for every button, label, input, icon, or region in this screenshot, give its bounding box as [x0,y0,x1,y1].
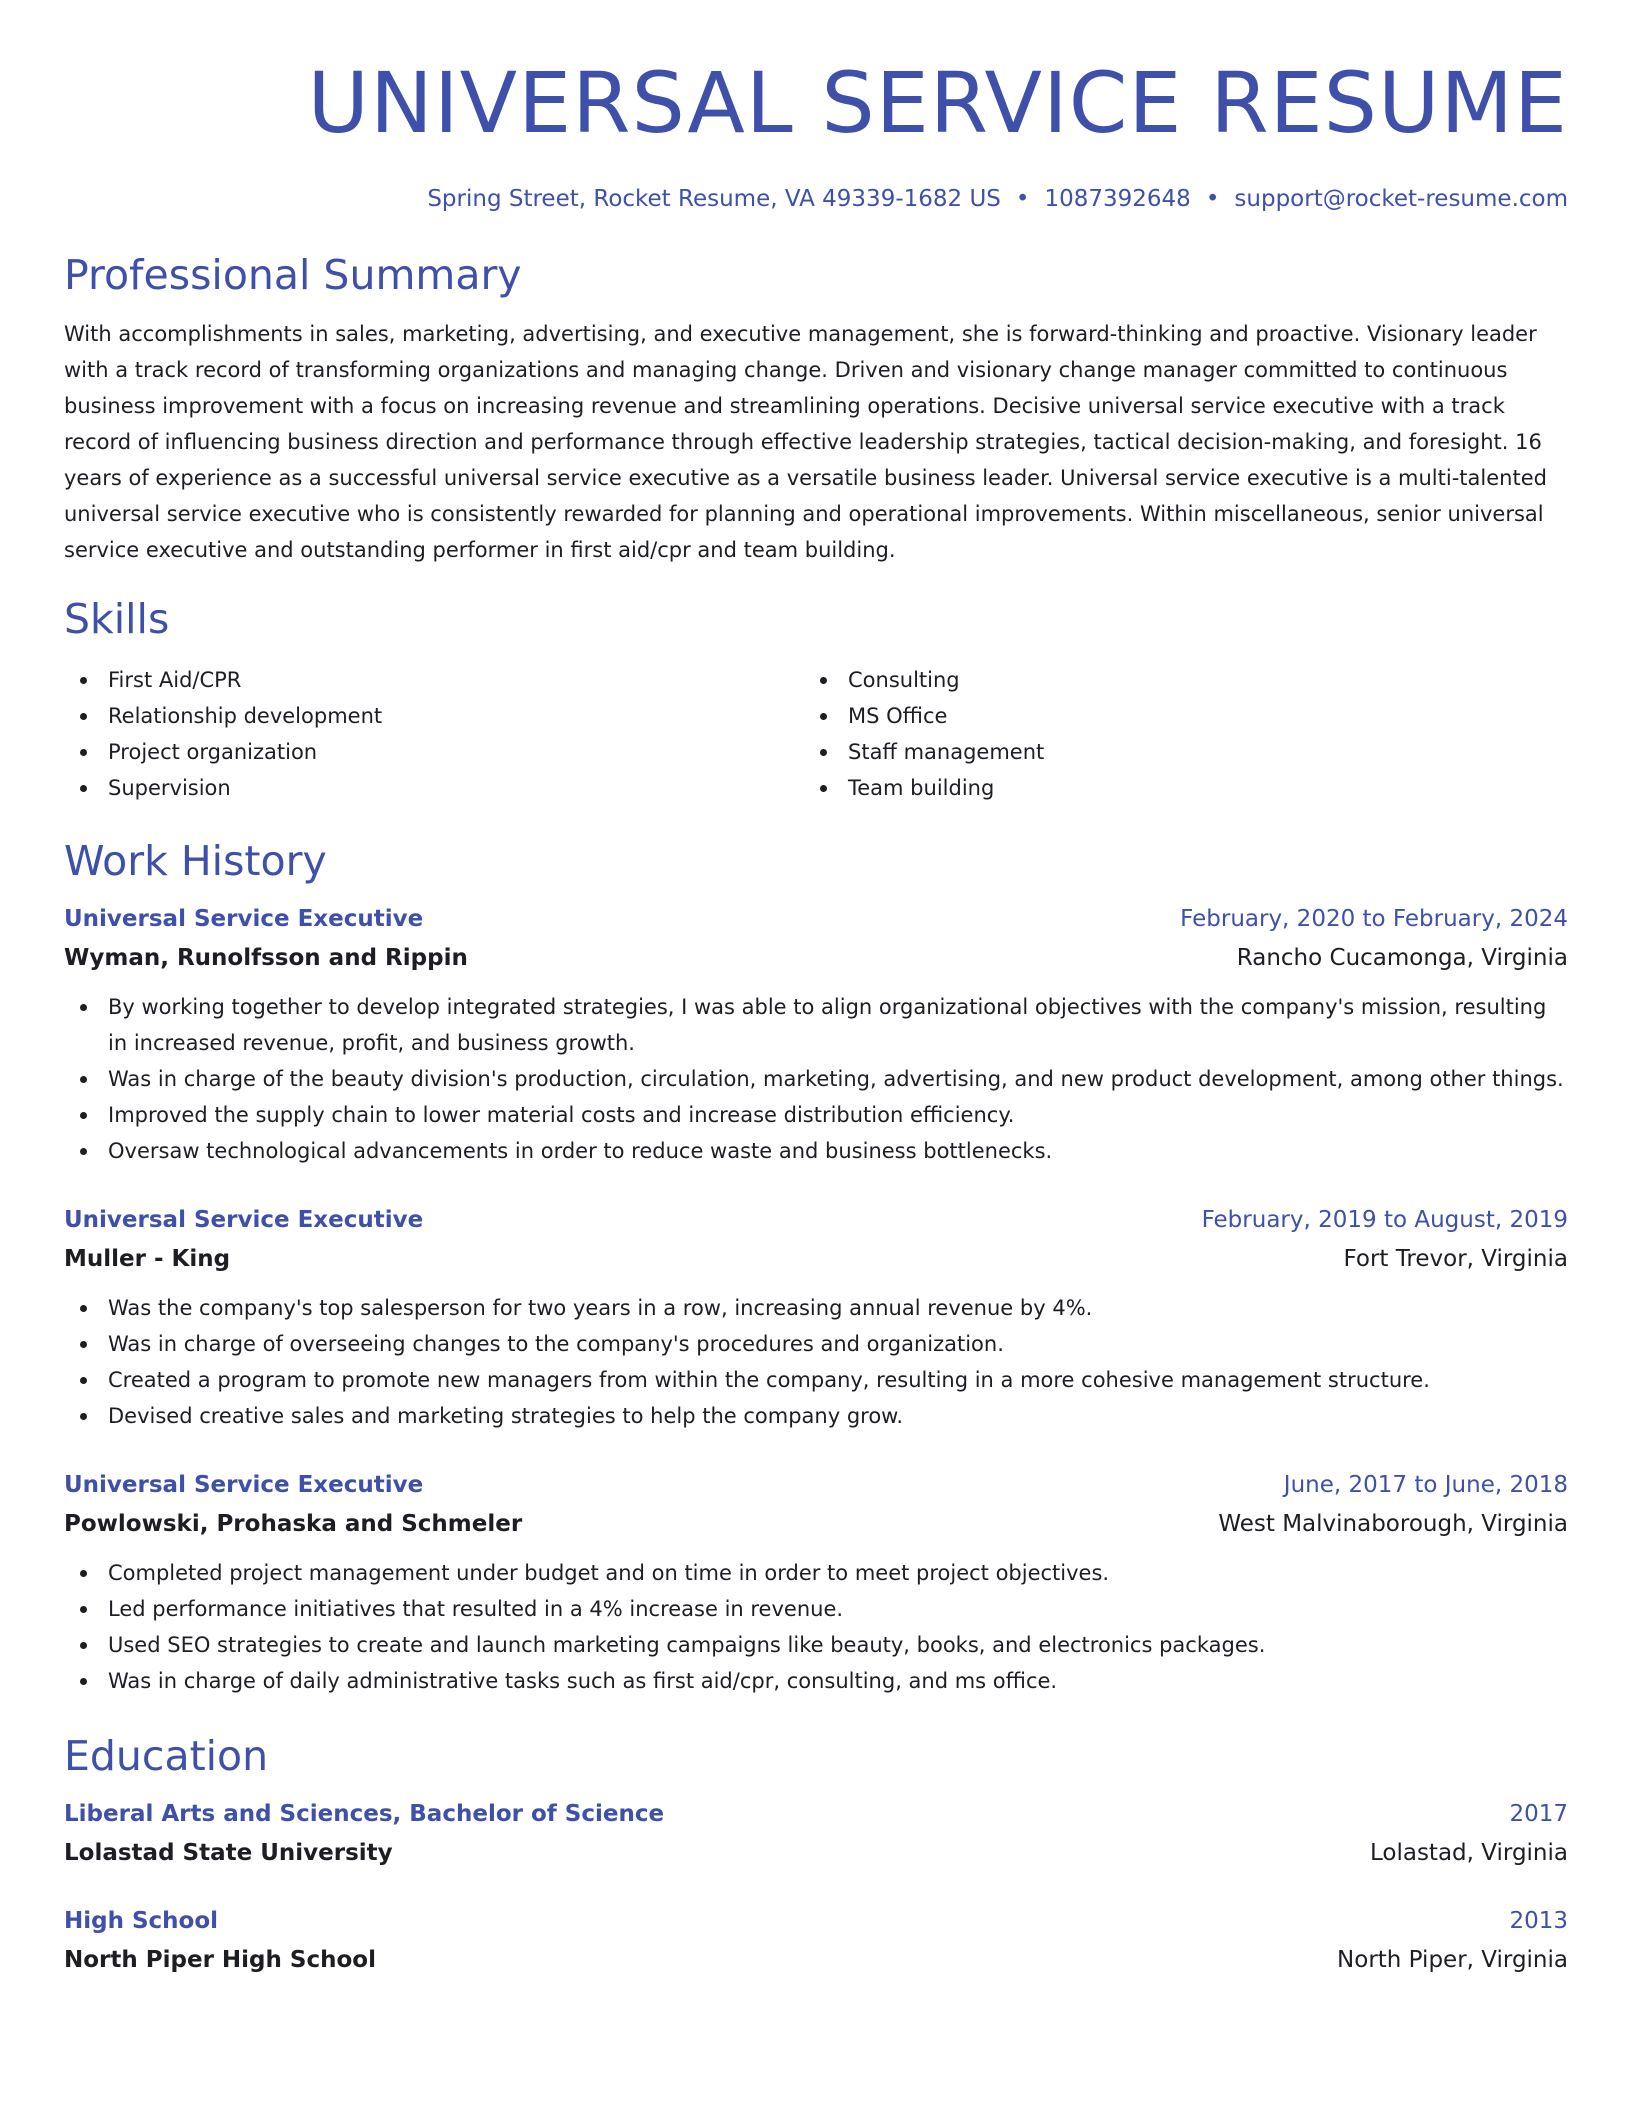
job-bullets [64,989,1568,1169]
job-bullet: Was in charge of the beauty division's production, circulation, marketing, advertising, and new product development, among other things. [64,1061,1568,1097]
education-entry [64,1797,1568,1870]
resume-name: UNIVERSAL SERVICE RESUME [307,54,1568,152]
job-company: Powlowski, Prohaska and Schmeler [64,1511,523,1537]
job-entry [64,902,1568,1169]
skill-item: First Aid/CPR [64,662,804,698]
job-role: Universal Service Executive [64,1207,424,1233]
job-company-row [64,1242,1568,1276]
education-school: North Piper High School [64,1947,376,1973]
job-company-row [64,941,1568,975]
skill-item: Relationship development [64,698,804,734]
education-degree: High School [64,1908,219,1934]
summary-text: With accomplishments in sales, marketing, advertising, and executive management, she is forward-thinking and proactive. Visionary leader with a track record of transforming organizations and managing change. Driven and visionary change manager committed to continuous business improvement with a focus on increasing revenue and streamlining operations. Decisive universal service executive with a track record of influencing business direction and performance through effective leadership strategies, tactical decision-making, and foresight. 16 years of experience as a successful universal service executive as a versatile business leader. Universal service executive is a multi-talented universal service executive who is consistently rewarded for planning and operational improvements. Within miscellaneous, senior universal service executive and outstanding performer in first aid/cpr and team building. [64,322,1547,562]
job-dates: February, 2020 to February, 2024 [1180,906,1568,932]
job-role-row [64,902,1568,936]
job-bullet: Created a program to promote new managers from within the company, resulting in a more cohesive management structure. [64,1362,1568,1398]
job-bullet: By working together to develop integrated strategies, I was able to align organizational objectives with the company's mission, resulting in increased revenue, profit, and business growth. [64,989,1568,1061]
job-bullets [64,1555,1568,1699]
skill-item: Team building [804,770,1544,806]
education-year: 2013 [1509,1908,1568,1934]
work-history-heading: Work History [64,837,327,885]
job-bullet: Led performance initiatives that resulted in a 4% increase in revenue. [64,1591,1568,1627]
education-degree: Liberal Arts and Sciences, Bachelor of Science [64,1801,665,1827]
skill-item: Staff management [804,734,1544,770]
job-role-row [64,1468,1568,1502]
education-year: 2017 [1509,1801,1568,1827]
contact-email[interactable]: support@rocket-resume.com [1234,186,1568,212]
education-school-row [64,1836,1568,1870]
education-entry [64,1904,1568,1977]
job-bullet: Oversaw technological advancements in order to reduce waste and business bottlenecks. [64,1133,1568,1169]
skill-item: Project organization [64,734,804,770]
skills-list [64,662,1568,806]
contact-separator: • [1015,186,1030,212]
contact-address: Spring Street, Rocket Resume, VA 49339-1682 US [427,186,1001,212]
education-location: Lolastad, Virginia [1369,1840,1568,1866]
contact-phone: 1087392648 [1044,186,1191,212]
skills-heading: Skills [64,595,170,643]
education-degree-row [64,1904,1568,1938]
job-role: Universal Service Executive [64,1472,424,1498]
skill-item: Supervision [64,770,804,806]
job-bullet: Was in charge of daily administrative tasks such as first aid/cpr, consulting, and ms office. [64,1663,1568,1699]
job-role: Universal Service Executive [64,906,424,932]
job-bullet: Was in charge of overseeing changes to the company's procedures and organization. [64,1326,1568,1362]
contact-separator: • [1205,186,1220,212]
job-company: Muller - King [64,1246,231,1272]
contact-line [64,182,1568,216]
job-bullet: Devised creative sales and marketing strategies to help the company grow. [64,1398,1568,1434]
job-bullet: Completed project management under budget and on time in order to meet project objectives. [64,1555,1568,1591]
summary-heading: Professional Summary [64,251,522,299]
job-location: Fort Trevor, Virginia [1343,1246,1568,1272]
job-location: Rancho Cucamonga, Virginia [1236,945,1568,971]
job-company: Wyman, Runolfsson and Rippin [64,945,468,971]
education-school-row [64,1943,1568,1977]
skill-item: Consulting [804,662,1544,698]
skill-item: MS Office [804,698,1544,734]
education-school: Lolastad State University [64,1840,393,1866]
education-heading: Education [64,1732,269,1780]
job-dates: February, 2019 to August, 2019 [1201,1207,1568,1233]
job-entry [64,1468,1568,1699]
job-bullet: Was the company's top salesperson for two years in a row, increasing annual revenue by 4%. [64,1290,1568,1326]
job-dates: June, 2017 to June, 2018 [1283,1472,1568,1498]
job-role-row [64,1203,1568,1237]
job-bullets [64,1290,1568,1434]
skills-column-left [64,662,804,806]
job-location: West Malvinaborough, Virginia [1218,1511,1568,1537]
education-degree-row [64,1797,1568,1831]
job-bullet: Used SEO strategies to create and launch marketing campaigns like beauty, books, and electronics packages. [64,1627,1568,1663]
job-entry [64,1203,1568,1434]
skills-column-right [804,662,1544,806]
education-location: North Piper, Virginia [1337,1947,1568,1973]
job-bullet: Improved the supply chain to lower material costs and increase distribution efficiency. [64,1097,1568,1133]
job-company-row [64,1507,1568,1541]
